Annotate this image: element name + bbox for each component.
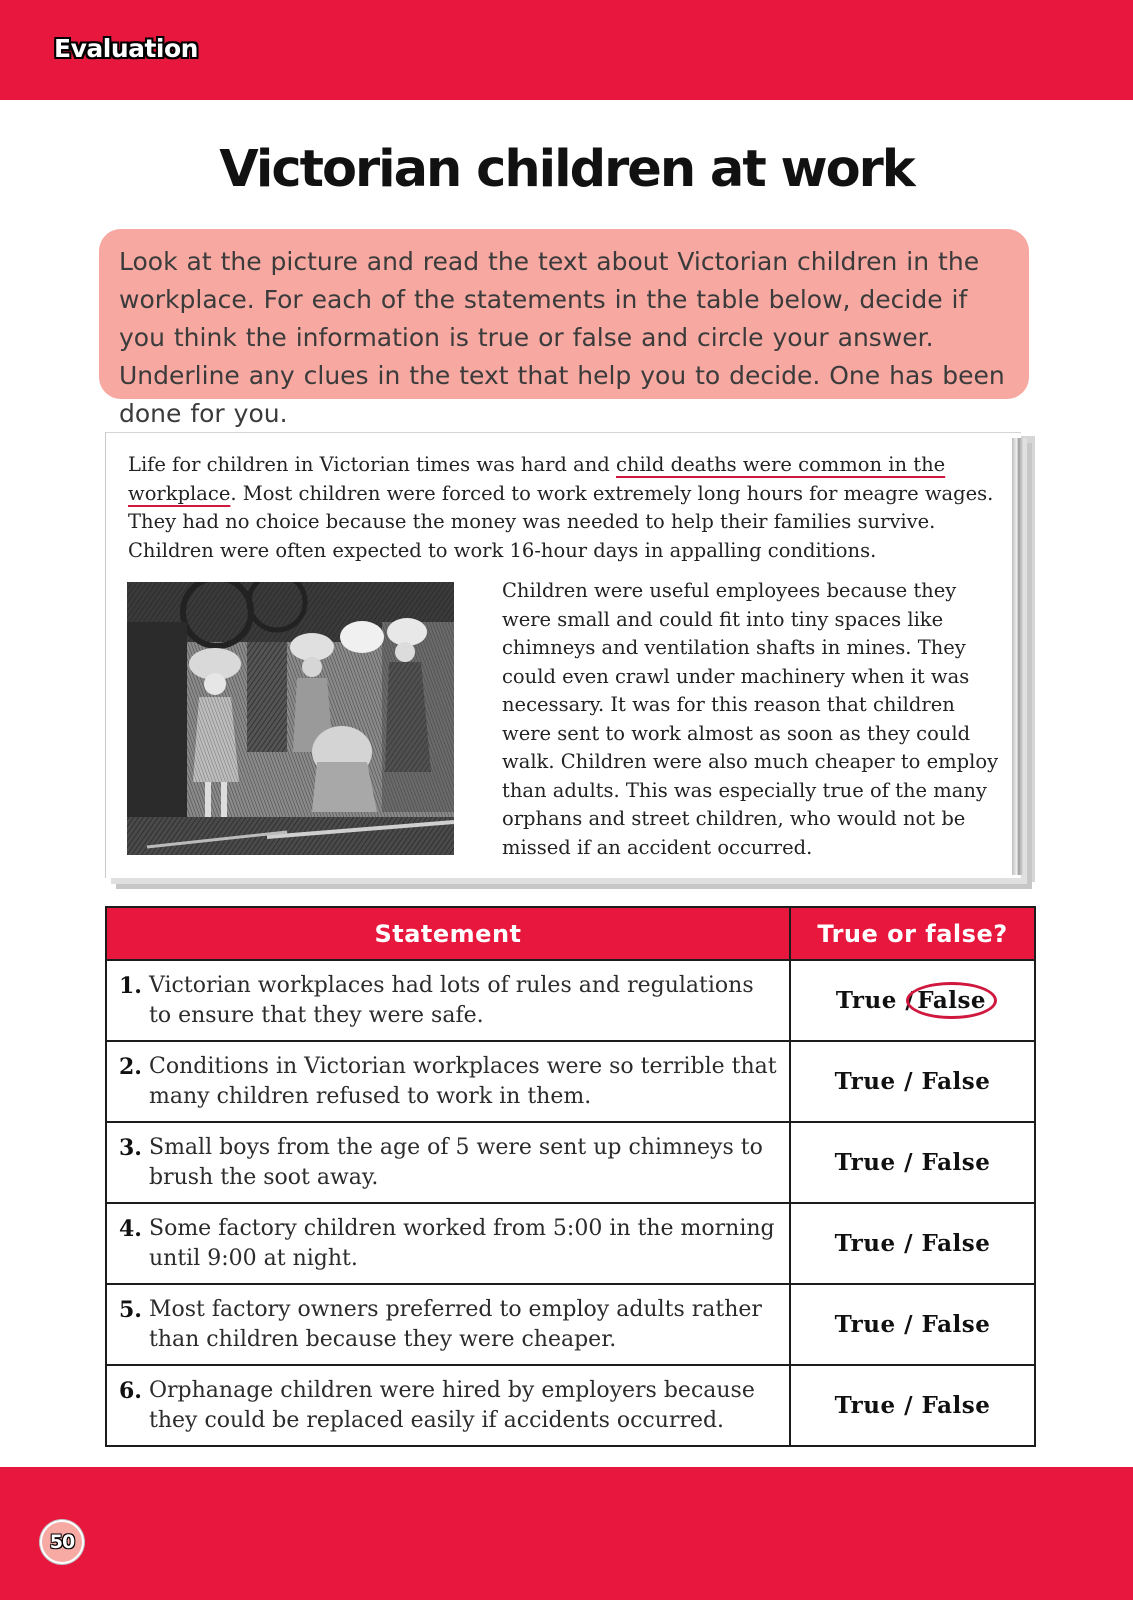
statement-cell xyxy=(106,960,790,1041)
table-row xyxy=(106,1041,1035,1122)
answer-cell xyxy=(790,1203,1035,1284)
paragraph-1-start: Life for children in Victorian times was hard and xyxy=(128,453,616,476)
answer-cell xyxy=(790,1284,1035,1365)
table-row xyxy=(106,1284,1035,1365)
statement-text: Most factory owners preferred to employ adults rather than children because they were cheaper. xyxy=(149,1296,762,1352)
table-row xyxy=(106,960,1035,1041)
statement-number: 4. xyxy=(119,1215,142,1242)
false-option[interactable]: False xyxy=(921,1149,991,1176)
answer-cell xyxy=(790,960,1035,1041)
statement-cell xyxy=(106,1122,790,1203)
statement-cell xyxy=(106,1041,790,1122)
answer-cell xyxy=(790,1041,1035,1122)
false-option[interactable]: False xyxy=(921,1230,991,1257)
answer-cell xyxy=(790,1365,1035,1446)
table-row xyxy=(106,1203,1035,1284)
statements-table xyxy=(105,906,1036,1447)
victorian-children-illustration xyxy=(127,582,454,855)
option-separator: / xyxy=(904,1392,914,1419)
statement-text: Victorian workplaces had lots of rules and regulations to ensure that they were safe. xyxy=(149,972,754,1028)
statement-number: 2. xyxy=(119,1053,142,1080)
statement-text: Some factory children worked from 5:00 in the morning until 9:00 at night. xyxy=(149,1215,775,1271)
false-option[interactable]: False xyxy=(921,1392,991,1419)
option-separator: / xyxy=(904,1068,914,1095)
statement-cell xyxy=(106,1365,790,1446)
answer-cell xyxy=(790,1122,1035,1203)
true-option[interactable]: True xyxy=(834,1392,896,1419)
reading-paragraph-1 xyxy=(128,451,998,565)
footer-band xyxy=(0,1467,1133,1600)
statement-cell xyxy=(106,1203,790,1284)
reading-paragraph-2: Children were useful employees because they were small and could fit into tiny spaces like chimneys and ventilation shafts in mines. They could even crawl under machinery when it was necessary. It was for this reason that children were sent to work almost as soon as they could walk. Children were also much cheaper to employ than adults. This was especially true of the many orphans and street children, who would not be missed if an accident occurred. xyxy=(502,579,999,859)
false-option-label: False xyxy=(917,987,987,1014)
statement-number: 6. xyxy=(119,1377,142,1404)
page-number: 50 xyxy=(40,1520,84,1564)
false-option[interactable]: False xyxy=(921,1311,991,1338)
column-header-true-false: True or false? xyxy=(790,907,1035,960)
statement-cell xyxy=(106,1284,790,1365)
option-separator: / xyxy=(904,1230,914,1257)
statement-text: Small boys from the age of 5 were sent up chimneys to brush the soot away. xyxy=(149,1134,763,1190)
page-stack-edge xyxy=(1012,438,1024,875)
true-option[interactable]: True xyxy=(834,1311,896,1338)
true-option[interactable]: True xyxy=(835,987,897,1014)
column-header-statement: Statement xyxy=(106,907,790,960)
underlined-clue: child deaths were common in the workplace xyxy=(128,453,946,505)
statement-text: Conditions in Victorian workplaces were so terrible that many children refused to work in them. xyxy=(149,1053,777,1109)
statement-number: 5. xyxy=(119,1296,142,1323)
table-row xyxy=(106,1365,1035,1446)
page-title: Victorian children at work xyxy=(219,140,914,199)
true-option[interactable]: True xyxy=(834,1068,896,1095)
statement-text: Orphanage children were hired by employers because they could be replaced easily if accidents occurred. xyxy=(149,1377,755,1433)
true-option[interactable]: True xyxy=(834,1230,896,1257)
option-separator: / xyxy=(905,987,915,1014)
true-option[interactable]: True xyxy=(834,1149,896,1176)
engraving-image xyxy=(127,582,454,855)
paragraph-1-end: . Most children were forced to work extremely long hours for meagre wages. They had no choice because the money was needed to help their families survive. Children were often expected to work 16-hour days in appalling conditions. xyxy=(128,481,994,562)
false-option[interactable]: False xyxy=(921,1068,991,1095)
table-header-row xyxy=(106,907,1035,960)
statement-number: 3. xyxy=(119,1134,142,1161)
statement-number: 1. xyxy=(119,972,142,999)
section-label: Evaluation xyxy=(54,34,198,63)
instructions-box: Look at the picture and read the text about Victorian children in the workplace. For each of the statements in the table below, decide if you think the information is true or false and circle your answer. Underline any clues in the text that help you to decide. One has been done for you. xyxy=(99,229,1029,399)
option-separator: / xyxy=(904,1311,914,1338)
false-option-circled[interactable] xyxy=(906,982,997,1019)
table-row xyxy=(106,1122,1035,1203)
option-separator: / xyxy=(904,1149,914,1176)
